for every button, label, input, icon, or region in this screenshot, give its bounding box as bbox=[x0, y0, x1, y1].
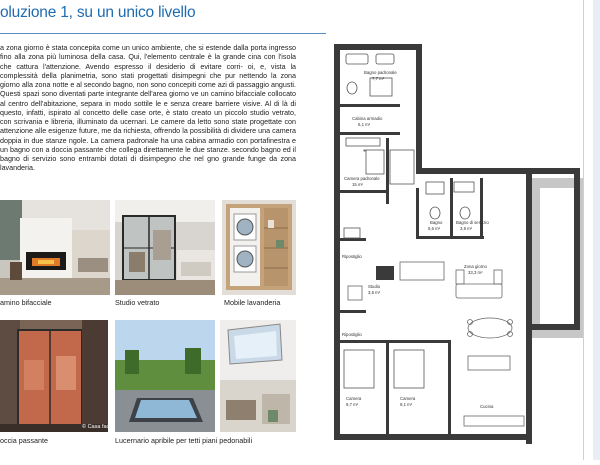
plan-label-bagno-padronale: Bagno padronale bbox=[364, 70, 397, 75]
caption-studio: Studio vetrato bbox=[115, 298, 160, 307]
plan-area-camera-1: 9,7 m² bbox=[346, 402, 359, 407]
photo-studio bbox=[115, 200, 215, 295]
plan-area-bagno: 5,6 m² bbox=[428, 226, 441, 231]
plan-label-cucina: Cucina bbox=[480, 404, 494, 409]
plan-area-bagno-padronale: 7,7 m² bbox=[372, 76, 385, 81]
plan-label-zona-giorno: Zona giorno bbox=[464, 264, 487, 269]
photo-lucernario bbox=[82, 320, 215, 432]
caption-camino: amino bifacciale bbox=[0, 298, 52, 307]
caption-lavanderia: Mobile lavanderia bbox=[224, 298, 281, 307]
plan-area-cabina-armadio: 6,1 m² bbox=[358, 122, 371, 127]
plan-label-camera-1: Camera bbox=[346, 396, 362, 401]
plan-area-camera-2: 9,1 m² bbox=[400, 402, 413, 407]
plan-label-bagno: Bagno bbox=[430, 220, 443, 225]
plan-label-cabina-armadio: Cabina armadio bbox=[352, 116, 383, 121]
body-text: a zona giorno è stata concepita come un unico ambiente, che si estende dalla porta ingresso fino alla zona più luminosa della casa. Qui, l'elemento centrale è la grande cina con l'isola che cattura l'attenzione. Avendo espresso il desiderio di evitare corri- oi, e, vista la complessità della planimetria, sono stati progettati disimpegni che pur nettendo la zona giorno alla zona notte e al secondo bagno, non sono concepiti come azi di passaggio angusti. Questi spazi sono diventati parte integrante dell'area giorno ve un camino bifacciale collocato al centro dell'abitazione, separa in modo sottile le e senza creare barriere visive. Al di là di questo, infatti, ispirato al concetto delle case orte, è stato creato un piccolo studio vetrato, con scrivania e libreria, illuminato da ucernari. Le camere da letto sono state progettate con attenzione alle esigenze future, me da richiesta, offrendo la possibilità di dividere una camera doppia in due stanze ngole. La camera padronale ha una cabina armadio con portafinestra e un bagno con a doccia passante che collega direttamente le due stanze. secondo bagno ed il bagno di servizio sono entrambi dotati di disimpegno che nel gno grande funge da zona lavanderia. bbox=[0, 44, 296, 173]
photo-camino bbox=[0, 200, 110, 295]
plan-area-zona-giorno: 33,3 m² bbox=[468, 270, 483, 275]
plan-area-studio: 3,5 m² bbox=[368, 290, 381, 295]
floor-plan-drawing bbox=[330, 38, 583, 448]
plan-label-camera-padronale: Camera padronale bbox=[344, 176, 380, 181]
title-divider bbox=[0, 33, 326, 34]
plan-label-studio: Studio bbox=[368, 284, 381, 289]
plan-label-ripostiglio-2: Ripostiglio bbox=[342, 332, 362, 337]
plan-label-ripostiglio-1: Ripostiglio bbox=[342, 254, 362, 259]
plan-label-bagno-servizio: Bagno di servizio bbox=[456, 220, 489, 225]
photo-lavanderia bbox=[222, 200, 296, 295]
photo-doccia bbox=[0, 320, 108, 432]
plan-area-camera-padronale: 15 m² bbox=[352, 182, 363, 187]
plan-label-camera-2: Camera bbox=[400, 396, 416, 401]
photo-lucernario-interno bbox=[220, 320, 296, 432]
floor-plan bbox=[330, 38, 583, 448]
photo-credit: © Casa facile bbox=[82, 424, 115, 430]
page-edge-strip bbox=[583, 0, 600, 460]
caption-doccia: occia passante bbox=[0, 436, 48, 445]
page-title: oluzione 1, su un unico livello bbox=[0, 4, 196, 21]
plan-area-bagno-servizio: 3,9 m² bbox=[460, 226, 473, 231]
caption-lucernario: Lucernario apribile per tetti piani pedonabili bbox=[115, 436, 253, 445]
